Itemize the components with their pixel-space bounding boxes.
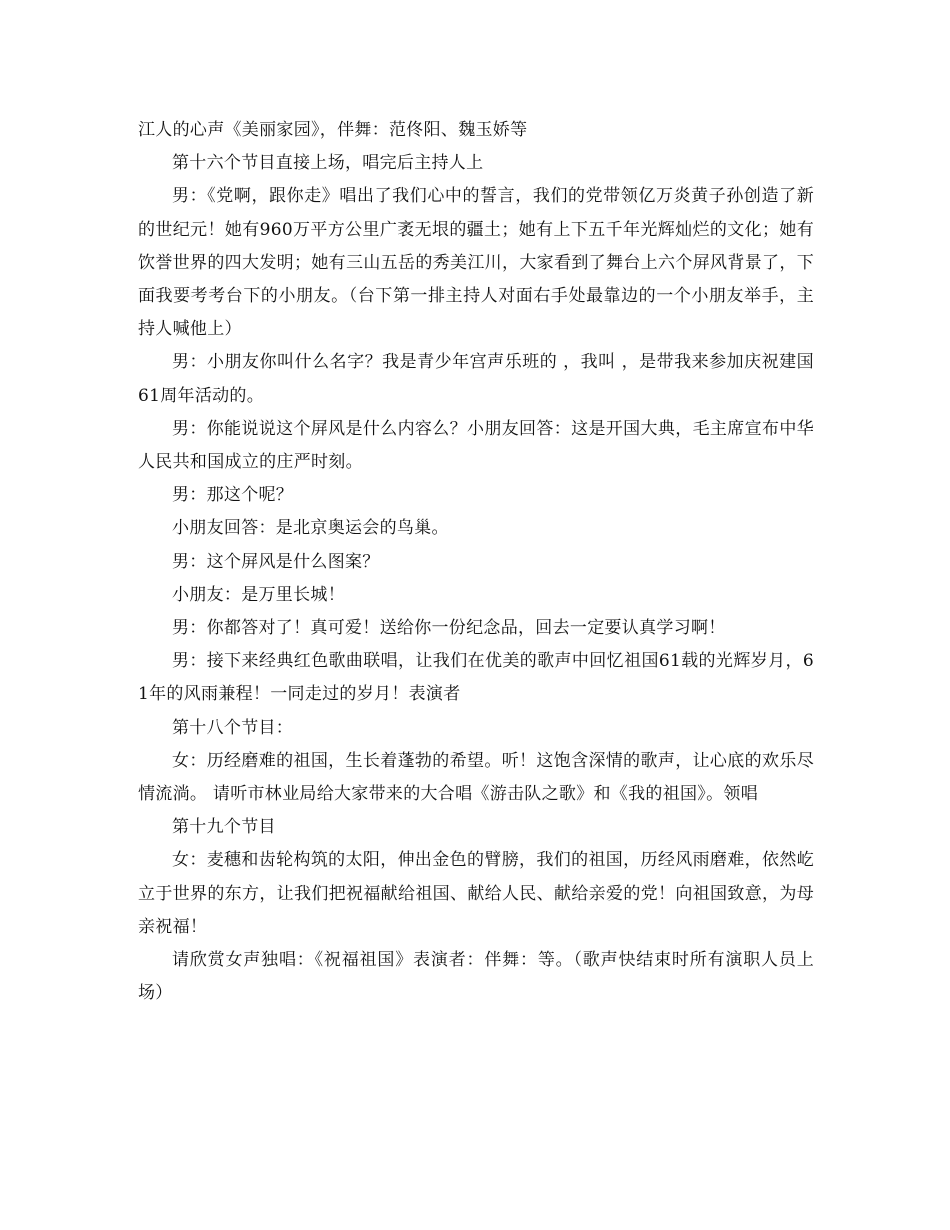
paragraph-3: 男：《党啊，跟你走》唱出了我们心中的誓言，我们的党带领亿万炎黄子孙创造了新的世纪元！她有960万平方公里广袤无垠的疆土；她有上下五千年光辉灿烂的文化；她有饮誉世界的四大发明；她有三山五岳的秀美江川，大家看到了舞台上六个屏风背景了，下面我要考考台下的小朋友。（台下第一排主持人对面右手处最靠边的一个小朋友举手，主持人喊他上） (138, 186, 814, 340)
paragraph-10: 男：你都答对了！真可爱！送给你一份纪念品，回去一定要认真学习啊！ (172, 618, 726, 639)
document-body (138, 114, 814, 1010)
paragraph-13: 女：历经磨难的祖国，生长着蓬勃的希望。听！这饱含深情的歌声，让心底的欢乐尽情流淌。 请听市林业局给大家带来的大合唱《游击队之歌》和《我的祖国》。领唱 (138, 750, 814, 805)
paragraph-9: 小朋友：是万里长城！ (172, 584, 345, 605)
paragraph-4: 男：小朋友你叫什么名字？我是青少年宫声乐班的 ，我叫 ，是带我来参加庆祝建国61周年活动的。 (138, 352, 814, 406)
paragraph-1: 江人的心声《美丽家园》，伴舞：范佟阳、魏玉娇等 (138, 120, 528, 140)
paragraph-2: 第十六个节目直接上场，唱完后主持人上 (172, 153, 484, 174)
paragraph-6: 男：那这个呢？ (172, 485, 294, 506)
paragraph-15: 女：麦穗和齿轮构筑的太阳，伸出金色的臂膀，我们的祖国，历经风雨磨难，依然屹立于世界的东方，让我们把祝福献给祖国、献给人民、献给亲爱的党！向祖国致意，为母亲祝福！ (138, 850, 814, 937)
paragraph-8: 男：这个屏风是什么图案？ (172, 551, 380, 572)
paragraph-7: 小朋友回答：是北京奥运会的鸟巢。 (172, 518, 449, 539)
paragraph-12: 第十八个节目： (172, 717, 294, 738)
paragraph-11: 男：接下来经典红色歌曲联唱，让我们在优美的歌声中回忆祖国61载的光辉岁月，61年的风雨兼程！一同走过的岁月！表演者 (138, 651, 814, 705)
paragraph-5: 男：你能说说这个屏风是什么内容么？小朋友回答：这是开国大典，毛主席宣布中华人民共和国成立的庄严时刻。 (138, 418, 814, 473)
paragraph-14: 第十九个节目 (172, 817, 276, 838)
paragraph-16: 请欣赏女声独唱：《祝福祖国》表演者：伴舞：等。（歌声快结束时所有演职人员上场） (138, 950, 814, 1004)
